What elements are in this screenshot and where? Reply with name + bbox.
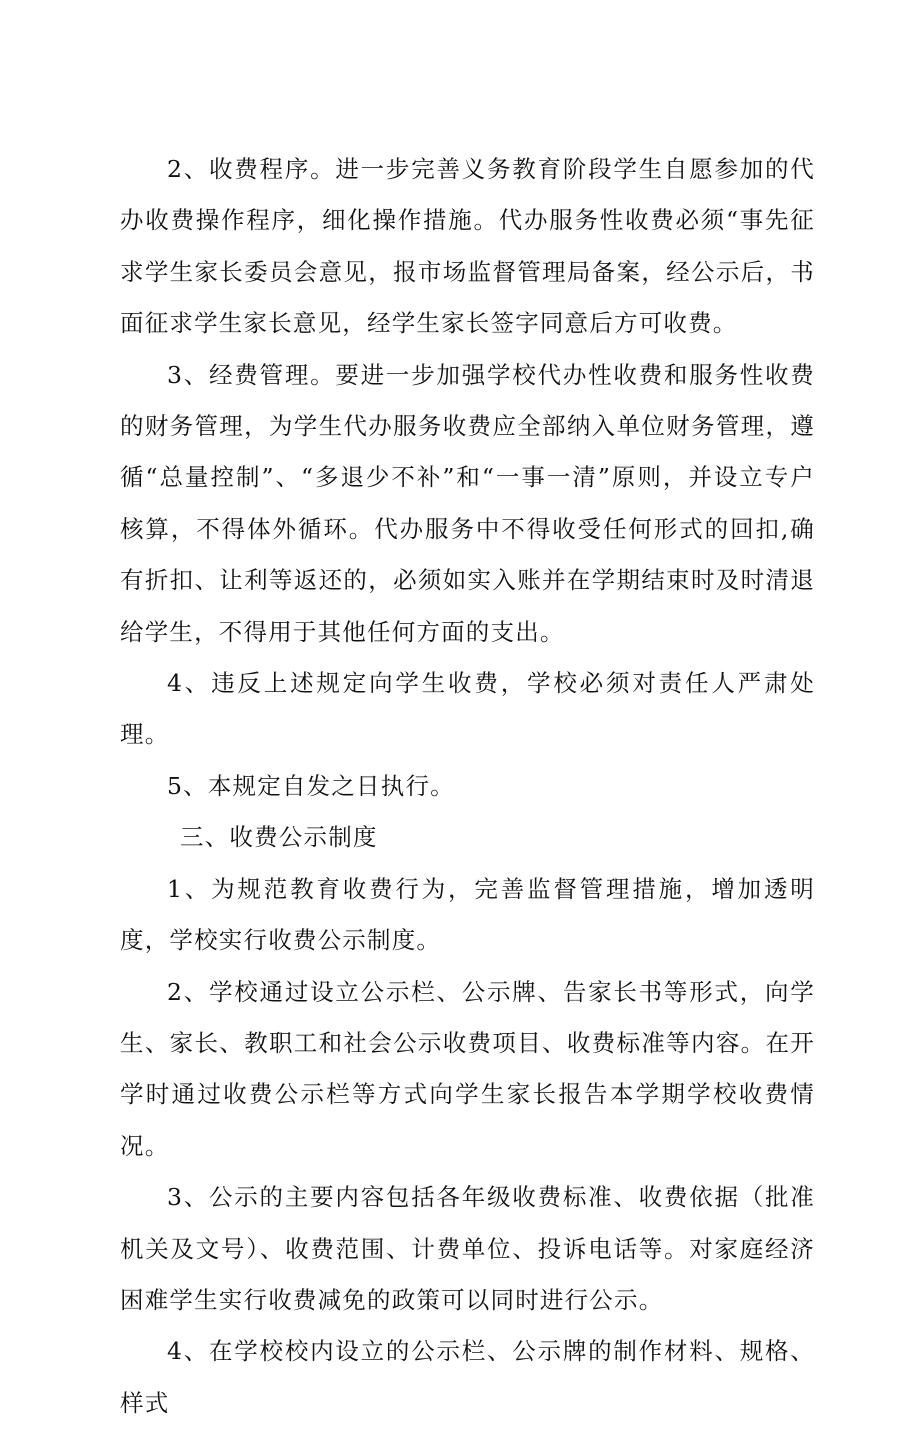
document-page [120, 144, 815, 1429]
paragraph-fee-procedure: 2、收费程序。进一步完善义务教育阶段学生自愿参加的代办收费操作程序，细化操作措施。代办服务性收费必须“事先征求学生家长委员会意见，报市场监督管理局备案，经公示后，书面征求学生家长意见，经学生家长签字同意后方可收费。 [120, 155, 815, 338]
section-heading-fee-publicity: 三、收费公示制度 [180, 823, 378, 852]
paragraph-publicity-content: 3、公示的主要内容包括各年级收费标准、收费依据（批准机关及文号）、收费范围、计费单位、投诉电话等。对家庭经济困难学生实行收费减免的政策可以同时进行公示。 [120, 1183, 815, 1314]
paragraph-publicity-purpose: 1、为规范教育收费行为，完善监督管理措施，增加透明度，学校实行收费公示制度。 [120, 874, 815, 955]
paragraph-publicity-forms: 2、学校通过设立公示栏、公示牌、告家长书等形式，向学生、家长、教职工和社会公示收费项目、收费标准等内容。在开学时通过收费公示栏等方式向学生家长报告本学期学校收费情况。 [120, 977, 815, 1160]
paragraph-publicity-board: 4、在学校校内设立的公示栏、公示牌的制作材料、规格、样式 [120, 1337, 815, 1417]
paragraph-effective-date: 5、本规定自发之日执行。 [167, 771, 455, 800]
paragraph-violation: 4、违反上述规定向学生收费，学校必须对责任人严肃处理。 [120, 669, 815, 749]
paragraph-fund-management: 3、经费管理。要进一步加强学校代办性收费和服务性收费的财务管理，为学生代办服务收费应全部纳入单位财务管理，遵循“总量控制”、“多退少不补”和“一事一清”原则，并设立专户核算，不得体外循环。代办服务中不得收受任何形式的回扣,确有折扣、让利等返还的，必须如实入账并在学期结束时及时清退给学生，不得用于其他任何方面的支出。 [120, 360, 815, 646]
